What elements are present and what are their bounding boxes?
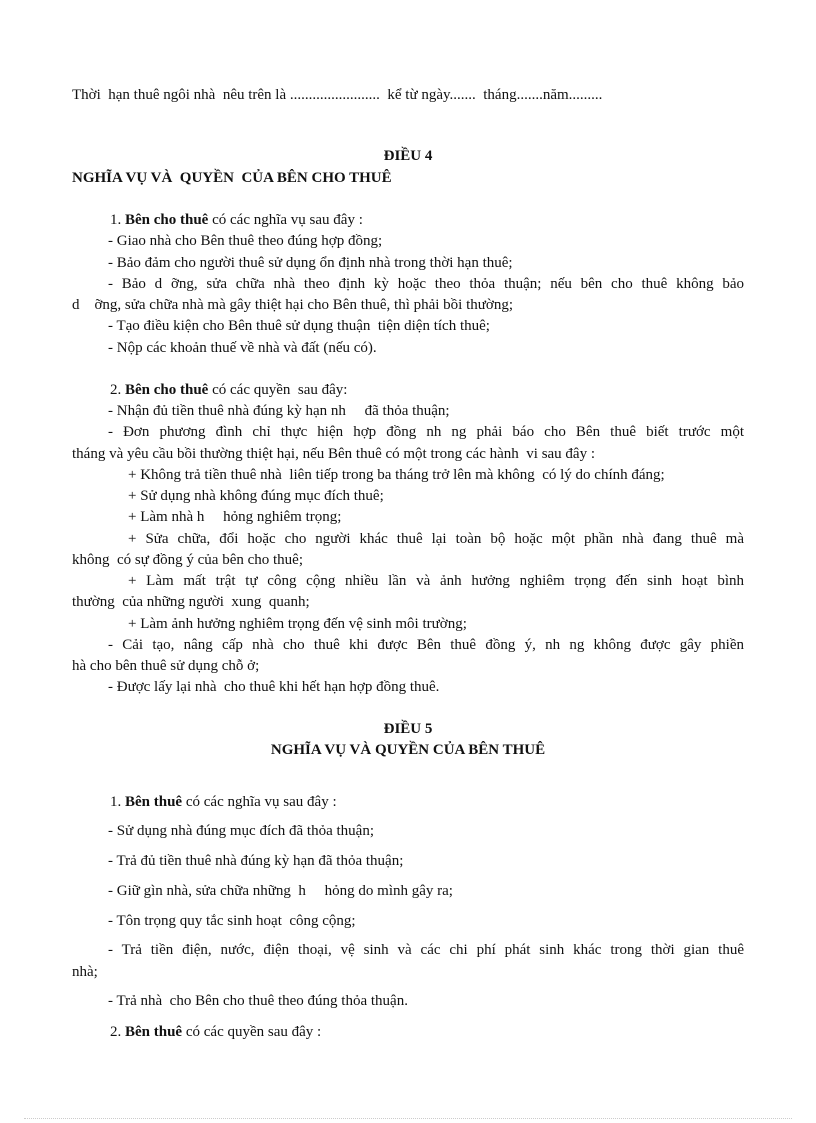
page-bottom-divider bbox=[24, 1118, 792, 1119]
a4-s1-item: - Bảo đảm cho người thuê sử dụng ổn định nhà trong thời hạn thuê; bbox=[108, 255, 513, 271]
lease-term-line: Thời hạn thuê ngôi nhà nêu trên là ........................ kể từ ngày....... tháng.......năm......... bbox=[72, 87, 603, 103]
a4-s2-subitem: + Sửa chữa, đổi hoặc cho người khác thuê lại toàn bộ hoặc một phần nhà đang thuê mà bbox=[128, 531, 744, 547]
a4-s2-item-cont: tháng và yêu cầu bồi thường thiệt hại, nếu Bên thuê có một trong các hành vi sau đây : bbox=[72, 446, 596, 462]
article-5-title: NGHĨA VỤ VÀ QUYỀN CỦA BÊN THUÊ bbox=[270, 742, 546, 758]
a4-s2-item-cont: hà cho bên thuê sử dụng chỗ ở; bbox=[72, 658, 260, 674]
a4-s2-subitem-cont: thường của những người xung quanh; bbox=[72, 594, 310, 610]
a4-s2-subitem: + Làm nhà h hỏng nghiêm trọng; bbox=[128, 509, 342, 525]
a4-section-2-heading: 2. Bên cho thuê có các quyền sau đây: bbox=[110, 382, 348, 398]
a5-section-1-heading: 1. Bên thuê có các nghĩa vụ sau đây : bbox=[110, 794, 337, 810]
article-5-number: ĐIỀU 5 bbox=[383, 721, 433, 737]
a5-section-2-heading: 2. Bên thuê có các quyền sau đây : bbox=[110, 1024, 322, 1040]
a4-s2-subitem-cont: không có sự đồng ý của bên cho thuê; bbox=[72, 552, 303, 568]
a4-s2-item: - Đơn phương đình chỉ thực hiện hợp đồng nh ng phải báo cho Bên thuê biết trước một bbox=[108, 424, 744, 440]
article-4-title: NGHĨA VỤ VÀ QUYỀN CỦA BÊN CHO THUÊ bbox=[72, 170, 392, 186]
a5-s1-item: - Giữ gìn nhà, sửa chữa những h hỏng do mình gây ra; bbox=[108, 883, 453, 899]
a5-s1-item-cont: nhà; bbox=[72, 964, 98, 980]
a5-s1-item: - Tôn trọng quy tắc sinh hoạt công cộng; bbox=[108, 913, 356, 929]
article-4-number: ĐIỀU 4 bbox=[383, 148, 433, 164]
a5-s1-item: - Trả tiền điện, nước, điện thoại, vệ sinh và các chi phí phát sinh khác trong thời gian thuê bbox=[108, 942, 744, 958]
a4-section-1-heading: 1. Bên cho thuê có các nghĩa vụ sau đây : bbox=[110, 212, 363, 228]
a4-s1-item: - Bảo d ỡng, sửa chữa nhà theo định kỳ hoặc theo thỏa thuận; nếu bên cho thuê không bảo bbox=[108, 276, 744, 292]
a4-s2-item: - Cải tạo, nâng cấp nhà cho thuê khi được Bên thuê đồng ý, nh ng không được gây phiền bbox=[108, 637, 744, 653]
a4-s2-subitem: + Không trả tiền thuê nhà liên tiếp trong ba tháng trở lên mà không có lý do chính đáng; bbox=[128, 467, 665, 483]
a4-s2-subitem: + Làm ảnh hưởng nghiêm trọng đến vệ sinh môi trường; bbox=[128, 616, 467, 632]
a5-s1-item: - Trả đủ tiền thuê nhà đúng kỳ hạn đã thỏa thuận; bbox=[108, 853, 404, 869]
a4-s1-item: - Tạo điều kiện cho Bên thuê sử dụng thuận tiện diện tích thuê; bbox=[108, 318, 490, 334]
a4-s2-subitem: + Làm mất trật tự công cộng nhiều lần và ảnh hưởng nghiêm trọng đến sinh hoạt bình bbox=[128, 573, 744, 589]
a4-s2-item: - Nhận đủ tiền thuê nhà đúng kỳ hạn nh đã thỏa thuận; bbox=[108, 403, 450, 419]
a4-s1-item: - Nộp các khoản thuế về nhà và đất (nếu có). bbox=[108, 340, 377, 356]
a4-s1-item: - Giao nhà cho Bên thuê theo đúng hợp đồng; bbox=[108, 233, 383, 249]
a4-s2-subitem: + Sử dụng nhà không đúng mục đích thuê; bbox=[128, 488, 384, 504]
a4-s2-item: - Được lấy lại nhà cho thuê khi hết hạn hợp đồng thuê. bbox=[108, 679, 440, 695]
a5-s1-item: - Trả nhà cho Bên cho thuê theo đúng thỏa thuận. bbox=[108, 993, 408, 1009]
a4-s1-item-cont: d ỡng, sửa chữa nhà mà gây thiệt hại cho Bên thuê, thì phải bồi thường; bbox=[72, 297, 513, 313]
a5-s1-item: - Sử dụng nhà đúng mục đích đã thỏa thuận; bbox=[108, 823, 375, 839]
